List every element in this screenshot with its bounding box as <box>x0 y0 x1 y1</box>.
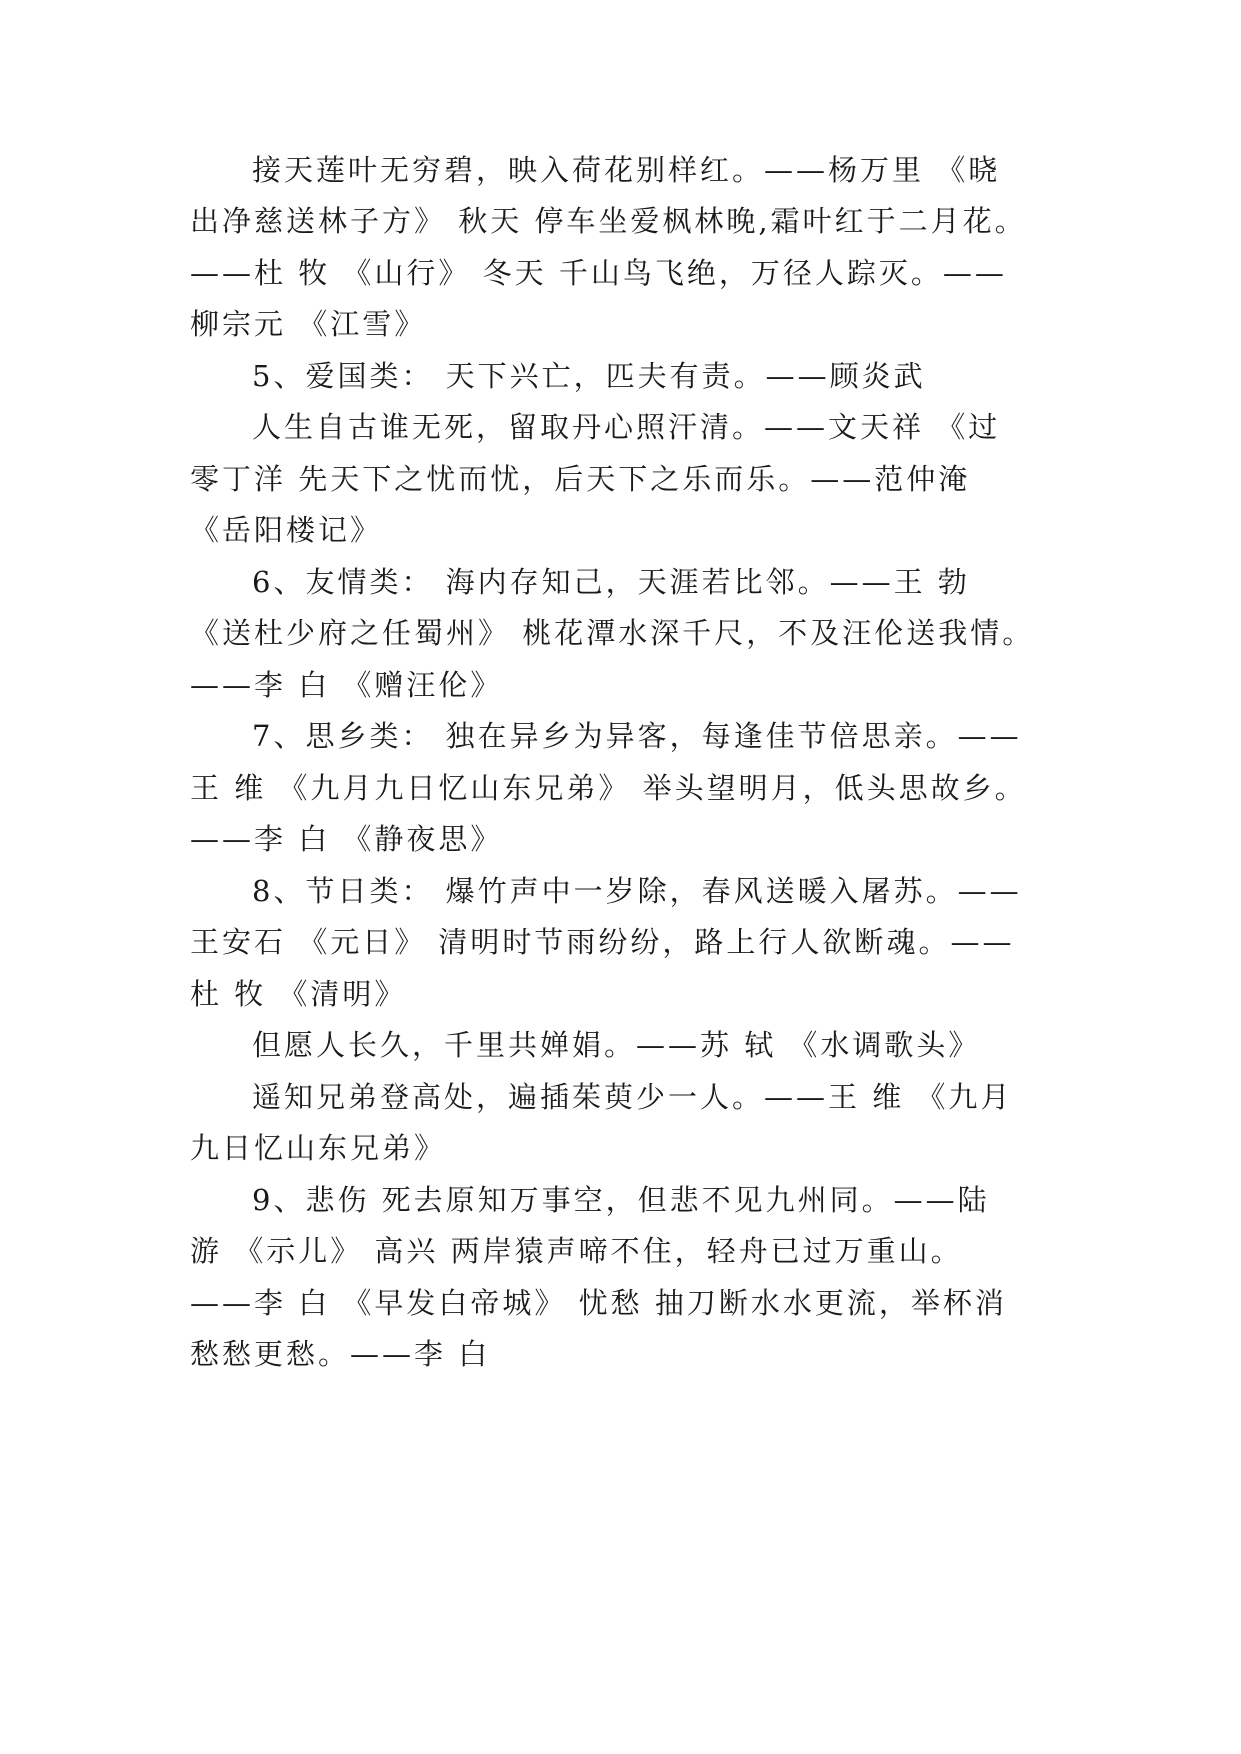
text-line: 九日忆山东兄弟》 <box>190 1131 447 1165</box>
text-line: ——杜 牧 《山行》 冬天 千山鸟飞绝，万径人踪灭。—— <box>190 256 1007 290</box>
text-line: ——李 白 《静夜思》 <box>190 822 503 856</box>
text-line: 《岳阳楼记》 <box>190 513 383 547</box>
text-line: 但愿人长久，千里共婵娟。——苏 轼 《水调歌头》 <box>252 1028 981 1062</box>
text-line: 出净慈送林子方》 秋天 停车坐爱枫林晚,霜叶红于二月花。 <box>190 204 1027 238</box>
text-line: ——李 白 《赠汪伦》 <box>190 668 503 702</box>
text-line: 5、爱国类： 天下兴亡，匹夫有责。——顾炎武 <box>252 359 926 393</box>
text-line: 8、节日类： 爆竹声中一岁除，春风送暖入屠苏。—— <box>252 874 1022 908</box>
text-line: 游 《示儿》 高兴 两岸猿声啼不住，轻舟已过万重山。 <box>190 1234 963 1268</box>
text-line: 接天莲叶无穷碧，映入荷花别样红。——杨万里 《晓 <box>252 153 1001 187</box>
text-line: 零丁洋 先天下之忧而忧，后天下之乐而乐。——范仲淹 <box>190 462 971 496</box>
text-line: 遥知兄弟登高处，遍插茱萸少一人。——王 维 《九月 <box>252 1080 1013 1114</box>
text-line: 《送杜少府之任蜀州》 桃花潭水深千尺，不及汪伦送我情。 <box>190 616 1035 650</box>
text-line: 王 维 《九月九日忆山东兄弟》 举头望明月，低头思故乡。 <box>190 771 1027 805</box>
text-line: 柳宗元 《江雪》 <box>190 307 427 341</box>
text-line: 人生自古谁无死，留取丹心照汗清。——文天祥 《过 <box>252 410 1001 444</box>
text-line: 7、思乡类： 独在异乡为异客，每逢佳节倍思亲。—— <box>252 719 1022 753</box>
text-line: 杜 牧 《清明》 <box>190 977 407 1011</box>
text-line: 愁愁更愁。——李 白 <box>190 1337 491 1371</box>
text-line: 王安石 《元日》 清明时节雨纷纷，路上行人欲断魂。—— <box>190 925 1015 959</box>
text-line: 6、友情类： 海内存知己，天涯若比邻。——王 勃 <box>252 565 970 599</box>
text-line: ——李 白 《早发白帝城》 忧愁 抽刀断水水更流，举杯消 <box>190 1286 1007 1320</box>
text-line: 9、悲伤 死去原知万事空，但悲不见九州同。——陆 <box>252 1183 990 1217</box>
